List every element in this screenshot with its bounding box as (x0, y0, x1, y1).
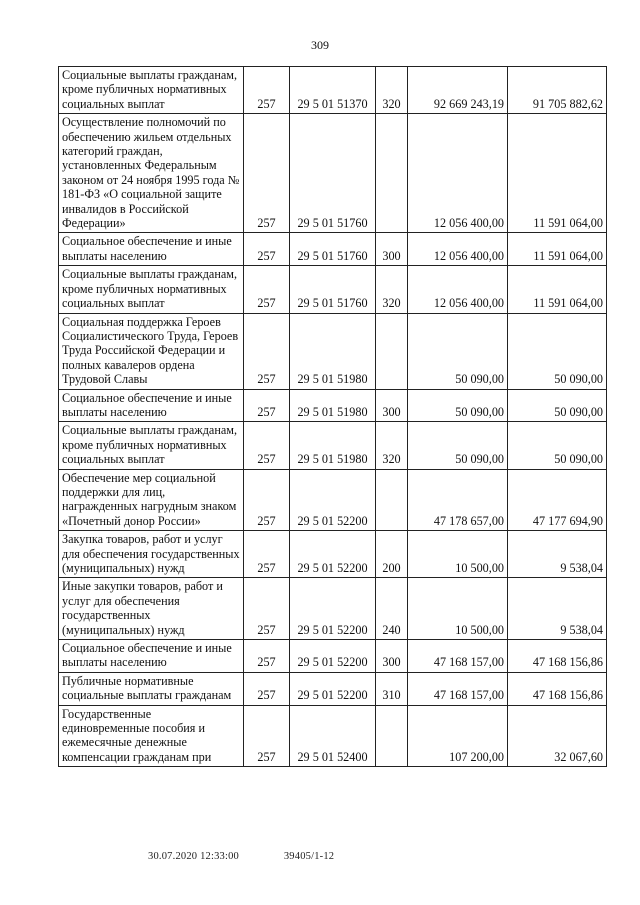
row-amount-1: 12 056 400,00 (408, 266, 508, 313)
row-csr: 29 5 01 52200 (290, 640, 376, 673)
row-name: Социальные выплаты гражданам, кроме публичных нормативных социальных выплат (59, 67, 244, 114)
row-vr: 320 (376, 67, 408, 114)
row-ved: 257 (244, 67, 290, 114)
row-amount-1: 10 500,00 (408, 531, 508, 578)
row-amount-2: 47 168 156,86 (508, 640, 607, 673)
table-row (59, 389, 607, 422)
table-row (59, 313, 607, 389)
row-amount-1: 50 090,00 (408, 422, 508, 469)
row-amount-1: 10 500,00 (408, 578, 508, 640)
row-csr: 29 5 01 51760 (290, 114, 376, 233)
row-csr: 29 5 01 51760 (290, 233, 376, 266)
table-row (59, 422, 607, 469)
row-csr: 29 5 01 51980 (290, 422, 376, 469)
row-ved: 257 (244, 469, 290, 531)
table-row (59, 531, 607, 578)
row-amount-2: 50 090,00 (508, 313, 607, 389)
row-vr: 200 (376, 531, 408, 578)
row-name: Социальные выплаты гражданам, кроме публичных нормативных социальных выплат (59, 266, 244, 313)
row-vr: 300 (376, 389, 408, 422)
row-csr: 29 5 01 51980 (290, 313, 376, 389)
row-amount-1: 47 168 157,00 (408, 672, 508, 705)
row-ved: 257 (244, 114, 290, 233)
row-amount-2: 50 090,00 (508, 422, 607, 469)
row-vr (376, 114, 408, 233)
row-csr: 29 5 01 52200 (290, 531, 376, 578)
row-csr: 29 5 01 52200 (290, 672, 376, 705)
row-amount-2: 47 177 694,90 (508, 469, 607, 531)
budget-table (58, 66, 607, 767)
row-ved: 257 (244, 578, 290, 640)
row-ved: 257 (244, 266, 290, 313)
row-csr: 29 5 01 52200 (290, 578, 376, 640)
row-ved: 257 (244, 233, 290, 266)
table-row (59, 114, 607, 233)
row-ved: 257 (244, 640, 290, 673)
row-amount-2: 50 090,00 (508, 389, 607, 422)
row-csr: 29 5 01 51980 (290, 389, 376, 422)
row-ved: 257 (244, 313, 290, 389)
row-vr: 320 (376, 422, 408, 469)
table-row (59, 705, 607, 767)
row-amount-2: 11 591 064,00 (508, 233, 607, 266)
row-csr: 29 5 01 51370 (290, 67, 376, 114)
row-ved: 257 (244, 422, 290, 469)
row-amount-1: 12 056 400,00 (408, 233, 508, 266)
row-name: Осуществление полномочий по обеспечению жильем отдельных категорий граждан, установленных Федеральным законом от 24 ноября 1995 года № 181-ФЗ «О социальной защите инвалидов в Российской Федерации» (59, 114, 244, 233)
row-vr: 300 (376, 640, 408, 673)
row-vr: 240 (376, 578, 408, 640)
row-ved: 257 (244, 705, 290, 767)
row-vr (376, 313, 408, 389)
table-row (59, 67, 607, 114)
table-row (59, 578, 607, 640)
row-amount-1: 107 200,00 (408, 705, 508, 767)
row-amount-1: 12 056 400,00 (408, 114, 508, 233)
table-row (59, 640, 607, 673)
page-number: 309 (311, 38, 329, 52)
row-amount-2: 9 538,04 (508, 578, 607, 640)
table-row (59, 266, 607, 313)
row-name: Обеспечение мер социальной поддержки для лиц, награжденных нагрудным знаком «Почетный донор России» (59, 469, 244, 531)
row-vr: 300 (376, 233, 408, 266)
footer (148, 851, 376, 862)
row-amount-2: 9 538,04 (508, 531, 607, 578)
row-amount-1: 92 669 243,19 (408, 67, 508, 114)
row-vr: 320 (376, 266, 408, 313)
row-name: Социальное обеспечение и иные выплаты населению (59, 233, 244, 266)
row-vr (376, 469, 408, 531)
row-name: Иные закупки товаров, работ и услуг для обеспечения государственных (муниципальных) нужд (59, 578, 244, 640)
row-amount-2: 11 591 064,00 (508, 114, 607, 233)
row-name: Публичные нормативные социальные выплаты гражданам (59, 672, 244, 705)
row-vr: 310 (376, 672, 408, 705)
row-csr: 29 5 01 52200 (290, 469, 376, 531)
table-row (59, 672, 607, 705)
row-name: Социальное обеспечение и иные выплаты населению (59, 389, 244, 422)
row-csr: 29 5 01 51760 (290, 266, 376, 313)
row-name: Социальное обеспечение и иные выплаты населению (59, 640, 244, 673)
row-amount-2: 91 705 882,62 (508, 67, 607, 114)
row-amount-1: 47 178 657,00 (408, 469, 508, 531)
footer-timestamp: 30.07.2020 12:33:00 (148, 851, 240, 862)
row-amount-1: 50 090,00 (408, 313, 508, 389)
table-row (59, 233, 607, 266)
row-amount-1: 50 090,00 (408, 389, 508, 422)
row-ved: 257 (244, 389, 290, 422)
row-ved: 257 (244, 531, 290, 578)
row-name: Закупка товаров, работ и услуг для обеспечения государственных (муниципальных) нужд (59, 531, 244, 578)
row-amount-2: 47 168 156,86 (508, 672, 607, 705)
footer-doc-code: 39405/1-12 (283, 851, 335, 862)
row-amount-2: 32 067,60 (508, 705, 607, 767)
row-name: Социальные выплаты гражданам, кроме публичных нормативных социальных выплат (59, 422, 244, 469)
row-amount-1: 47 168 157,00 (408, 640, 508, 673)
row-vr (376, 705, 408, 767)
row-name: Социальная поддержка Героев Социалистического Труда, Героев Труда Российской Федерации и полных кавалеров ордена Трудовой Славы (59, 313, 244, 389)
row-amount-2: 11 591 064,00 (508, 266, 607, 313)
table-row (59, 469, 607, 531)
row-name: Государственные единовременные пособия и ежемесячные денежные компенсации гражданам при (59, 705, 244, 767)
row-csr: 29 5 01 52400 (290, 705, 376, 767)
row-ved: 257 (244, 672, 290, 705)
